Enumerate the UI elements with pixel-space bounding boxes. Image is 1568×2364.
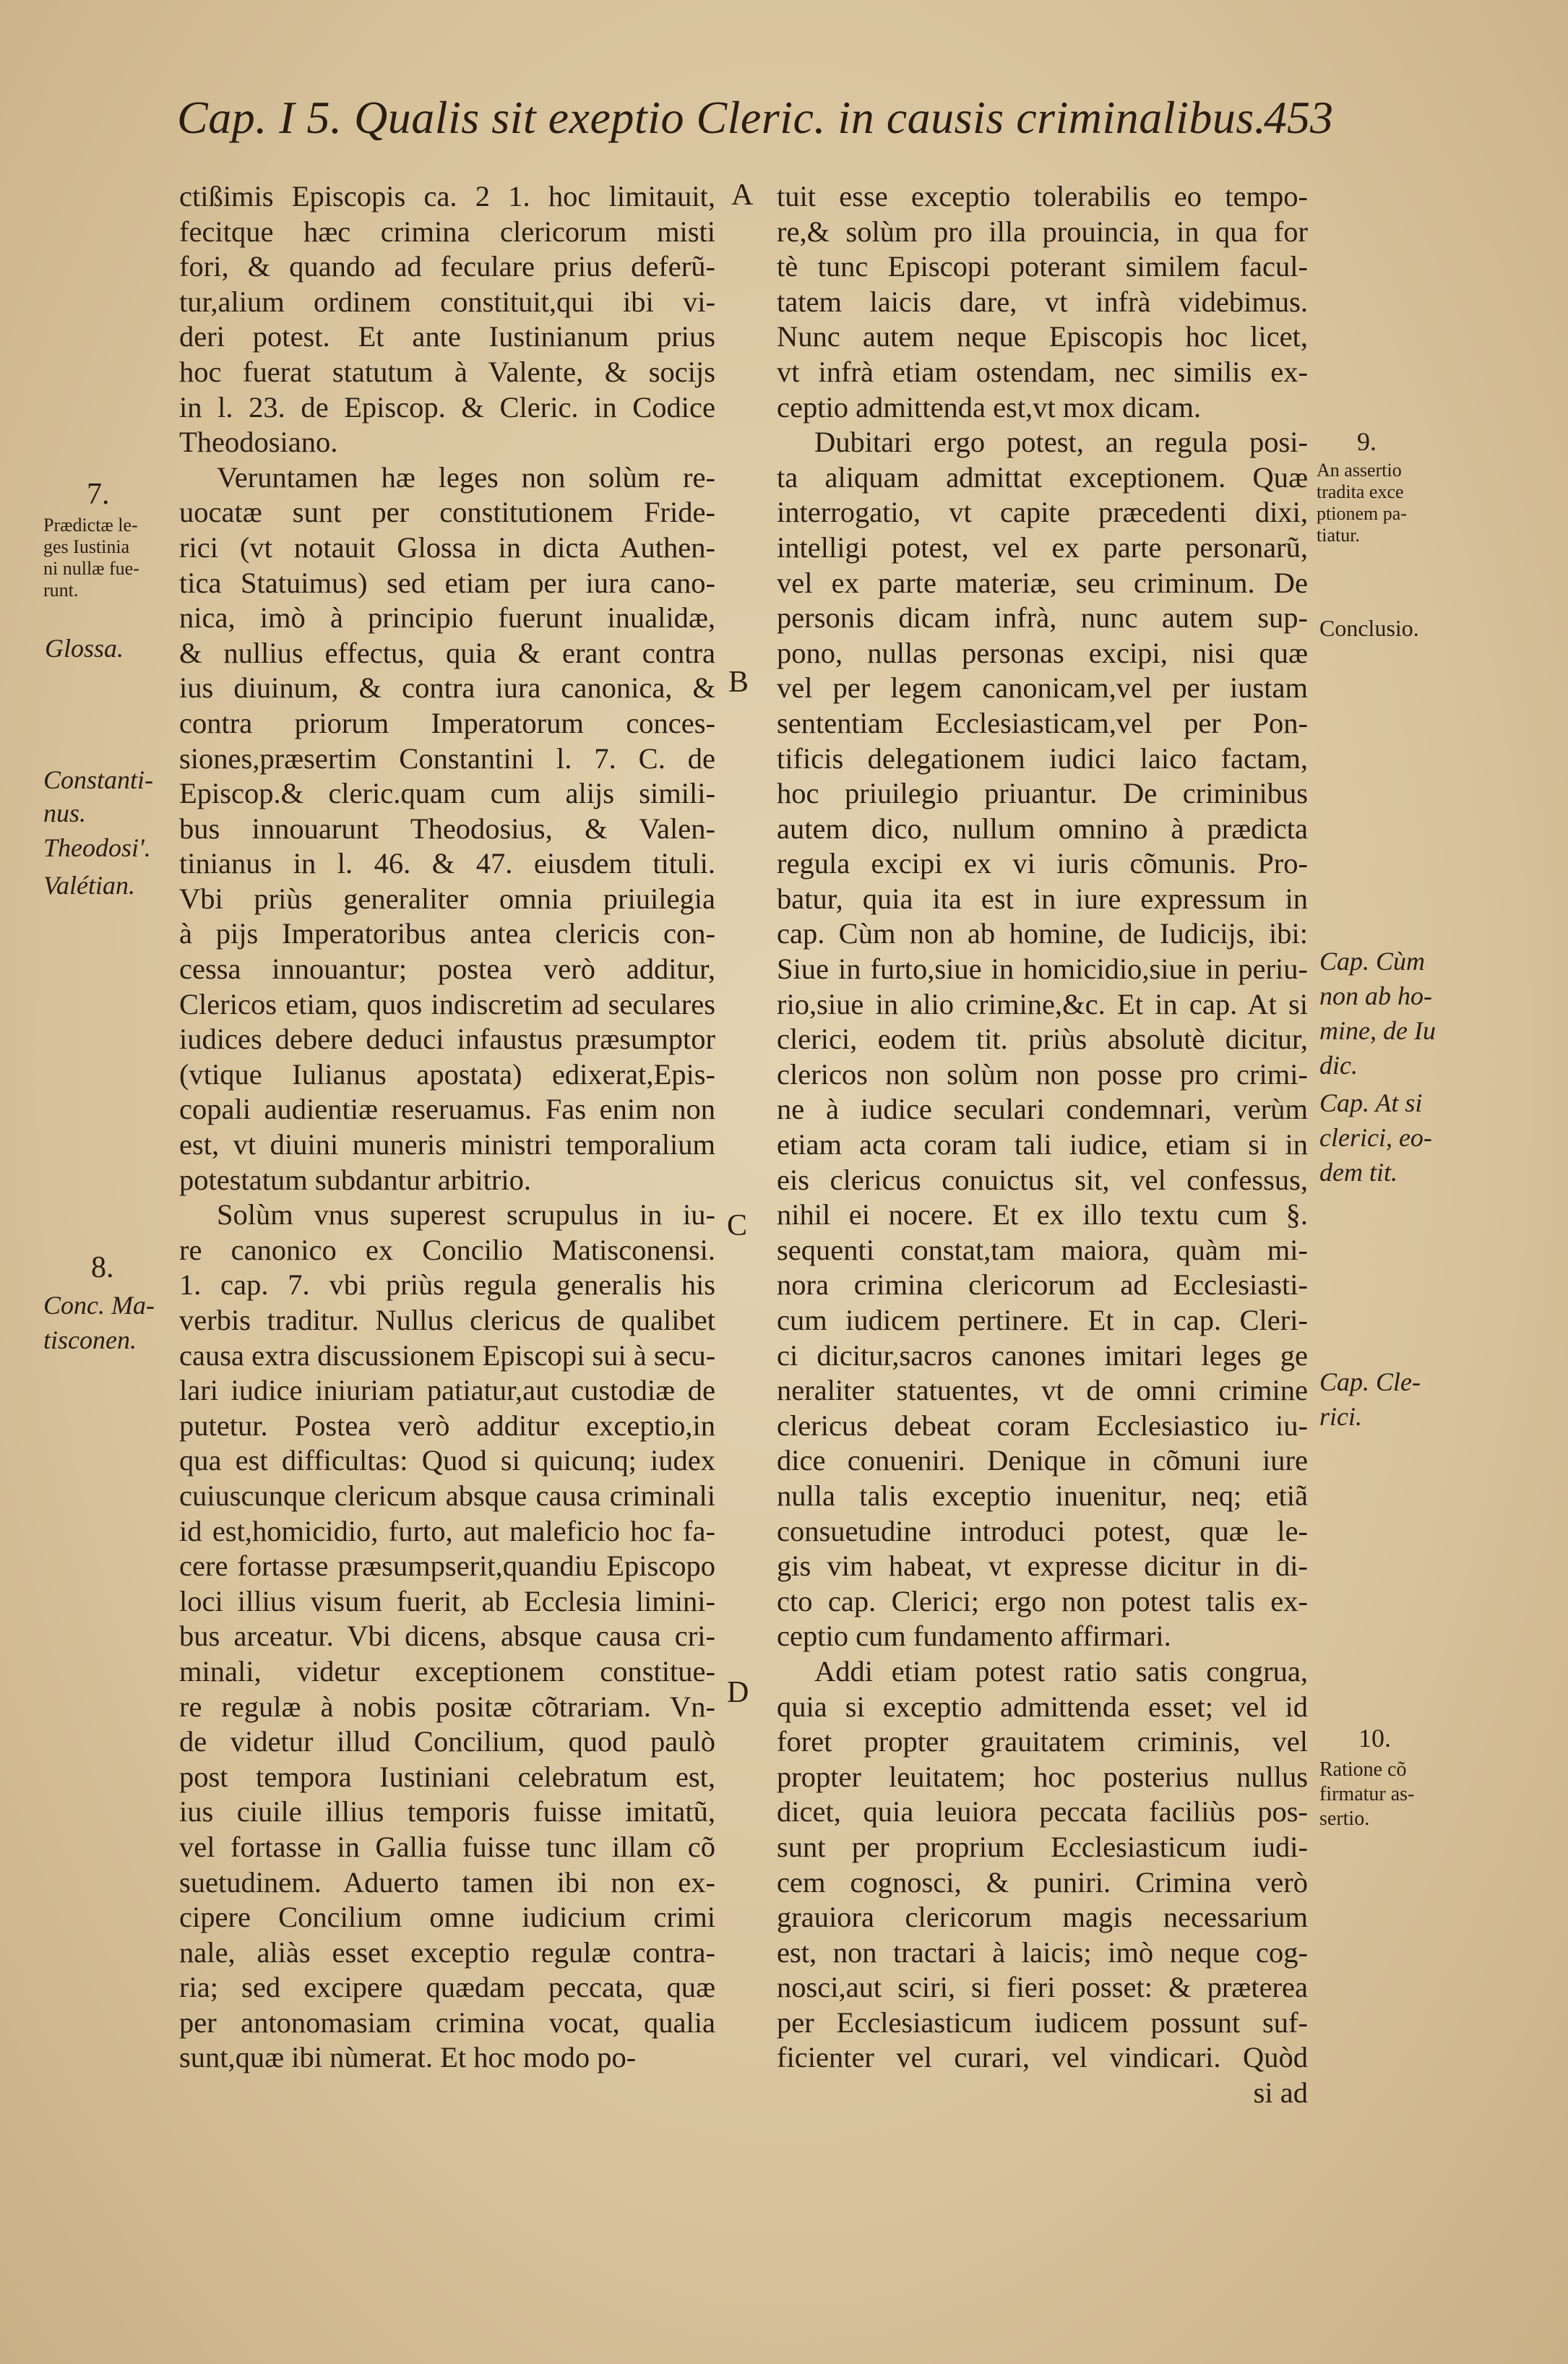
text-line: eis clericus conuictus sit, vel confessus, (777, 1163, 1308, 1196)
text-line: cuiuscunque clericum absque causa criminali (179, 1479, 715, 1512)
text-line: ta aliquam admittat exceptionem. Quæ (777, 460, 1308, 494)
text-line: putetur. Postea verò additur exceptio,in (179, 1409, 715, 1442)
text-line: & nullius effectus, quia & erant contra (179, 636, 715, 669)
text-line: ci dicitur,sacros canones imitari leges ge (777, 1338, 1308, 1372)
text-line: sententiam Ecclesiasticam,vel per Pon- (777, 706, 1308, 739)
text-line: Veruntamen hæ leges non solùm re- (217, 460, 715, 494)
text-line: siones,præsertim Constantini l. 7. C. de (179, 742, 715, 775)
running-header (177, 85, 1333, 165)
text-line: tica Statuimus) sed etiam per iura cano- (179, 566, 715, 599)
text-line: rio,siue in alio crimine,&c. Et in cap. At si (777, 987, 1308, 1020)
text-line: potestatum subdantur arbitrio. (179, 1163, 532, 1196)
text-line: clericus debeat coram Ecclesiastico iu- (777, 1409, 1308, 1442)
text-line: Solùm vnus superest scrupulus in iu- (217, 1198, 715, 1232)
margin-note-constantinus: Constanti- nus. (43, 765, 154, 828)
section-letter-a: A (731, 179, 754, 212)
text-line: Vbi priùs generaliter omnia priuilegia (179, 882, 715, 915)
text-line: fori, & quando ad feculare prius deferũ- (179, 250, 715, 283)
margin-note-theodosius: Theodosi'. (43, 833, 151, 862)
margin-note-cap-cum: Cap. Cùm non ab ho- mine, de Iu dic. (1319, 947, 1436, 1080)
text-line: sunt per proprium Ecclesiasticum iudi- (777, 1830, 1308, 1863)
text-line: ceptio admittenda est,vt mox dicam. (777, 390, 1202, 424)
text-line: tinianus in l. 46. & 47. eiusdem tituli. (179, 847, 715, 880)
header-title: Cap. I 5. Qualis sit exeptio Cleric. in causis criminalibus. (177, 92, 1267, 143)
margin-note-8-number: 8. (91, 1251, 114, 1284)
text-line: re,& solùm pro illa prouincia, in qua for (777, 215, 1308, 248)
margin-note-7: Prædictæ le- ges Iustinia ni nullæ fue- runt. (43, 515, 139, 601)
text-line: dice conueniri. Denique in cõmuni iure (777, 1444, 1308, 1477)
text-line: nora crimina clericorum ad Ecclesiasti- (777, 1268, 1308, 1302)
text-line: tificis delegationem iudici laico factam, (777, 742, 1308, 775)
text-line: minali, videtur exceptionem constitue- (179, 1654, 715, 1688)
text-line: nica, imò à principio fuerunt inualidæ, (179, 601, 715, 635)
text-line: hoc priuilegio priuantur. De criminibus (777, 777, 1308, 810)
text-line: nulla talis exceptio inuenitur, neq; etiã (777, 1479, 1308, 1512)
margin-note-cap-clerici: Cap. Cle- rici. (1319, 1367, 1421, 1431)
text-line: personis dicam infrà, nunc autem sup- (777, 601, 1308, 635)
text-line: nosci,aut sciri, si fieri posset: & præterea (777, 1971, 1308, 2004)
left-text-column (179, 179, 715, 2076)
margin-note-conclusio: Conclusio. (1319, 615, 1419, 641)
text-line: rici (vt notauit Glossa in dicta Authen- (179, 530, 715, 564)
margin-note-9: An assertio tradita exce ptionem pa- tiatur. (1317, 460, 1407, 546)
text-line: 1. cap. 7. vbi priùs regula generalis his (179, 1268, 715, 1302)
text-line: iudices debere deduci infaustus præsumptor (179, 1023, 715, 1056)
text-line: gis vim habeat, vt expresse dicitur in di- (777, 1550, 1308, 1583)
text-line: neraliter statuentes, vt de omni crimine (777, 1374, 1308, 1407)
text-line: interrogatio, vt capite præcedenti dixi, (777, 496, 1308, 529)
text-line: bus arceatur. Vbi dicens, absque causa cri- (179, 1620, 715, 1653)
text-line: Siue in furto,siue in homicidio,siue in periu- (777, 953, 1308, 986)
text-line: batur, quia ita est in iure expressum in (777, 882, 1308, 915)
text-line: cem cognosci, & puniri. Crimina verò (777, 1865, 1308, 1899)
text-line: intelligi potest, vel ex parte personarũ, (777, 530, 1308, 564)
text-line: tuit esse exceptio tolerabilis eo tempo- (777, 180, 1308, 212)
text-line: post tempora Iustiniani celebratum est, (179, 1760, 715, 1793)
text-line: clericos non solùm non posse pro crimi- (777, 1057, 1308, 1091)
text-line: qua est difficultas: Quod si quicunq; iudex (179, 1444, 715, 1477)
text-line: id est,homicidio, furto, aut maleficio hoc fa- (179, 1514, 715, 1547)
text-line: deri potest. Et ante Iustinianum prius (179, 320, 715, 353)
text-line: tur,alium ordinem constituit,qui ibi vi- (179, 285, 715, 318)
text-line: cto cap. Clerici; ergo non potest talis ex- (777, 1584, 1308, 1617)
text-line: per Ecclesiasticum iudicem possunt suf- (777, 2006, 1308, 2039)
text-line: re canonico ex Concilio Matisconensi. (179, 1233, 715, 1266)
text-line: vt infrà etiam ostendam, nec similis ex- (777, 355, 1308, 388)
text-line: pono, nullas personas excipi, nisi quæ (777, 636, 1308, 669)
section-letter-c: C (727, 1209, 748, 1242)
text-line: hoc fuerat statutum à Valente, & socijs (179, 355, 715, 388)
text-line: regula excipi ex vi iuris cõmunis. Pro- (777, 847, 1308, 880)
text-line: in l. 23. de Episcop. & Cleric. in Codice (179, 390, 715, 424)
text-line: vel per legem canonicam,vel per iustam (777, 671, 1308, 705)
text-line: quia si exceptio admittenda esset; vel id (777, 1690, 1308, 1723)
text-line: de videtur illud Concilium, quod paulò (179, 1725, 715, 1758)
text-line: nihil ei nocere. Et ex illo textu cum §. (777, 1198, 1308, 1232)
text-line: cap. Cùm non ab homine, de Iudicijs, ibi: (777, 917, 1308, 950)
text-line: Addi etiam potest ratio satis congrua, (814, 1654, 1308, 1688)
text-line: grauiora clericorum magis necessarium (777, 1901, 1308, 1934)
margin-note-valentinian: Valétian. (43, 871, 135, 900)
text-line: fecitque hæc crimina clericorum misti (179, 215, 715, 248)
text-line: Episcop.& cleric.quam cum alijs simili- (179, 777, 715, 810)
text-line: ius ciuile illius temporis fuisse imitatũ, (179, 1795, 715, 1828)
margin-note-9-number: 9. (1357, 427, 1377, 456)
text-line: tatem laicis dare, vt infrà videbimus. (777, 285, 1308, 318)
margin-note-cap-at: Cap. At si clerici, eo- dem tit. (1319, 1088, 1432, 1187)
text-line: causa extra discussionem Episcopi sui à secu- (179, 1338, 716, 1372)
text-line: foret propter grauitatem criminis, vel (777, 1725, 1308, 1758)
text-line: dicet, quia leuiora peccata faciliùs pos- (777, 1795, 1308, 1828)
text-line: vel fortasse in Gallia fuisse tunc illam cõ (179, 1830, 715, 1863)
margin-note-7-number: 7. (87, 478, 110, 511)
margin-note-10: Ratione cõ firmatur as- sertio. (1319, 1758, 1415, 1830)
text-line: ius diuinum, & contra iura canonica, & (179, 671, 715, 705)
text-line: cere fortasse præsumpserit,quandiu Episcopo (179, 1550, 715, 1583)
section-letter-d: D (727, 1676, 749, 1709)
text-line: suetudinem. Aduerto tamen ibi non ex- (179, 1865, 715, 1899)
text-line: bus innouarunt Theodosius, & Valen- (179, 812, 715, 845)
text-line: sequenti constat,tam maiora, quàm mi- (777, 1233, 1308, 1266)
page-number: 453 (1264, 92, 1333, 143)
text-line: loci illius visum fuerit, ab Ecclesia limini- (179, 1584, 715, 1617)
text-line: autem dico, nullum omnino à prædicta (777, 812, 1308, 845)
section-letter-b: B (728, 666, 749, 699)
text-line: propter leuitatem; hoc posterius nullus (777, 1760, 1308, 1793)
text-line: contra priorum Imperatorum conces- (179, 706, 715, 739)
text-line: cessa innouantur; postea verò additur, (179, 953, 715, 986)
text-line: (vtique Iulianus apostata) edixerat,Epis- (179, 1057, 715, 1091)
text-line: ne à iudice seculari condemnari, verùm (777, 1093, 1308, 1126)
margin-note-8: Conc. Ma- tisconen. (43, 1291, 155, 1354)
text-line: Nunc autem neque Episcopis hoc licet, (777, 320, 1308, 353)
text-line: re regulæ à nobis positæ cõtrariam. Vn- (179, 1690, 715, 1723)
margin-note-glossa: Glossa. (45, 634, 124, 663)
text-line: ceptio cum fundamento affirmari. (777, 1620, 1171, 1653)
text-line: consuetudine introduci potest, quæ le- (777, 1514, 1308, 1547)
text-line: ctißimis Episcopis ca. 2 1. hoc limitauit, (179, 180, 715, 212)
text-line: ria; sed excipere quædam peccata, quæ (179, 1971, 715, 2004)
text-line: etiam acta coram tali iudice, etiam si in (777, 1128, 1308, 1161)
text-line: cipere Concilium omne iudicium crimi (179, 1901, 715, 1934)
text-line: tè tunc Episcopi poterant similem facul- (777, 250, 1308, 283)
text-line: ficienter vel curari, vel vindicari. Quòd (777, 2041, 1308, 2074)
right-text-column (777, 179, 1308, 2111)
text-line: uocatæ sunt per constitutionem Fride- (179, 496, 715, 529)
text-line: Clericos etiam, quos indiscretim ad seculares (179, 987, 715, 1020)
text-line: copali audientiæ reseruamus. Fas enim non (179, 1093, 715, 1126)
text-line: est, vt diuini muneris ministri temporalium (179, 1128, 715, 1161)
text-line: Theodosiano. (179, 426, 338, 459)
text-line: sunt,quæ ibi nùmerat. Et hoc modo po- (179, 2041, 637, 2074)
text-line: nale, aliàs esset exceptio regulæ contra- (179, 1935, 715, 1969)
text-line: si ad (1253, 2076, 1308, 2110)
text-line: verbis traditur. Nullus clericus de qualibet (179, 1304, 715, 1336)
text-line: vel ex parte materiæ, seu criminum. De (777, 566, 1308, 599)
text-line: cum iudicem pertinere. Et in cap. Cleri- (777, 1304, 1308, 1336)
text-line: clerici, eodem tit. priùs absolutè dicitur, (777, 1023, 1308, 1056)
text-line: à pijs Imperatoribus antea clericis con- (179, 917, 715, 950)
text-line: Dubitari ergo potest, an regula posi- (814, 426, 1308, 459)
text-line: per antonomasiam crimina vocat, qualia (179, 2006, 715, 2039)
text-line: est, non tractari à laicis; imò neque cog- (777, 1935, 1308, 1969)
margin-note-10-number: 10. (1358, 1724, 1391, 1753)
text-line: lari iudice iniuriam patiatur,aut custodiæ de (179, 1374, 715, 1407)
